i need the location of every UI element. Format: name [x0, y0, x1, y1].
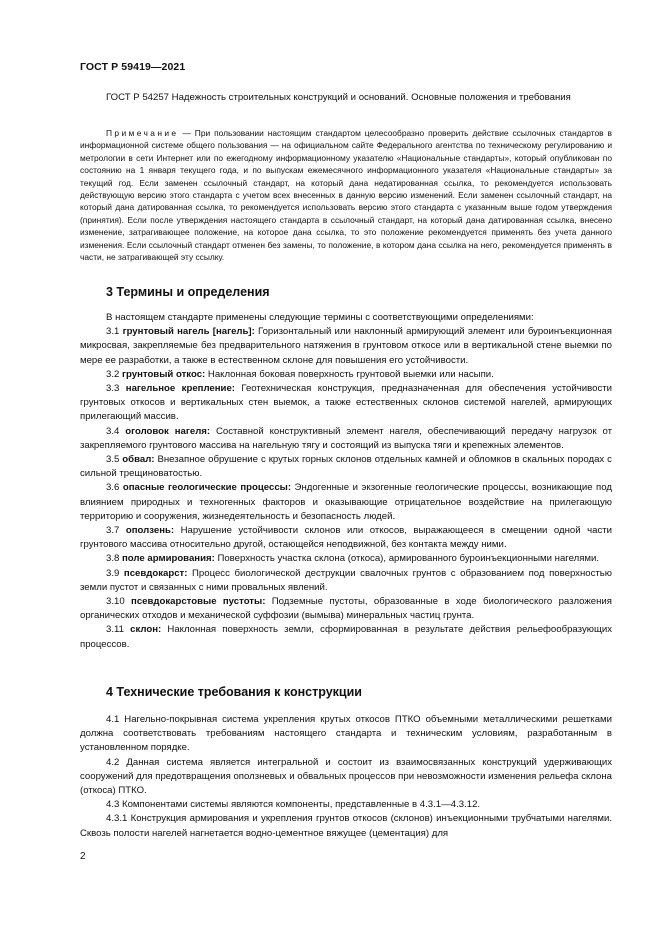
- term-definition: [80, 524, 612, 552]
- term-definition: [80, 382, 612, 425]
- term-name: псевдокарстовые пустоты:: [131, 596, 266, 608]
- term-name: оголовок нагеля:: [125, 425, 211, 437]
- term-text: Горизонтальный или наклонный армирующий элемент или буроинъекционная микросвая, закрепляемые без предварительного натяжения в грунтовом откосе или в вертикальной стене выемки по мере ее разработки, а также в естественном склоне для повышения его устойчивости.: [80, 326, 612, 366]
- section-4-paragraphs: [80, 713, 612, 841]
- term-name: грунтовый откос:: [122, 368, 206, 380]
- term-definition: [80, 325, 612, 368]
- term-text: Процесс биологической деструкции свалочных грунтов с образованием под поверхностью земли пустот и связанных с ними провальных явлений.: [80, 567, 612, 593]
- requirement-paragraph: 4.1 Нагельно-покрывная система укрепления крутых откосов ПТКО объемными металлическими решетками должна соответствовать требованиям настоящего стандарта и техническим условиям, разработанным в установленном порядке.: [80, 714, 612, 754]
- term-text: Подземные пустоты, образованные в ходе биологического разложения органических отходов и механической суффозии (вымыва) минеральных частиц грунта.: [80, 596, 612, 622]
- term-text: Наклонная поверхность земли, сформированная в результате действия рельефообразующих процессов.: [80, 624, 612, 650]
- note-block: [80, 127, 612, 263]
- term-name: склон:: [130, 624, 162, 636]
- term-name: оползень:: [125, 525, 175, 537]
- term-definition: [80, 481, 612, 524]
- section-3-intro: В настоящем стандарте применены следующие термины с соответствующими определениями:: [106, 312, 534, 323]
- term-text: Нарушение устойчивости склонов или откосов, выражающееся в смещении одной части грунтового массива относительно другой, остающейся неподвижной, без контакта между ними.: [80, 525, 613, 551]
- term-number: 3.9: [106, 567, 124, 579]
- term-number: 3.2: [106, 368, 123, 380]
- document-id-header: ГОСТ Р 59419—2021: [80, 61, 186, 73]
- term-number: 3.5: [106, 454, 123, 466]
- term-definition: [80, 368, 612, 382]
- note-text: — При пользовании настоящим стандартом целесообразно проверить действие ссылочных стандартов в информационной системе общего пользования — на официальном сайте Федерального агентства по техническому регулированию и метрологии в сети Интернет или по ежегодному информационному указателю «Национальные стандарты», который опубликован по состоянию на 1 января текущего года, и по выпускам ежемесячного информационного указателя «Национальные стандарты» за текущий год. Если заменен ссылочный стандарт, на который дана недатированная ссылка, то рекомендуется использовать действующую версию этого стандарта с учетом всех внесенных в данную версию изменений. Если заменен ссылочный стандарт, на который дана датированная ссылка, то рекомендуется использовать версию этого стандарта с указанным выше годом утверждения (принятия). Если после утверждения настоящего стандарта в ссылочный стандарт, на который дана датированная ссылка, внесено изменение, затрагивающее положение, на которое дана ссылка, то это положение рекомендуется применять без учета данного изменения. Если ссылочный стандарт отменен без замены, то положение, в котором дана ссылка на него, рекомендуется применять в части, не затрагивающей эту ссылку.: [80, 128, 612, 263]
- term-number: 3.1: [106, 326, 123, 338]
- term-text: Поверхность участка склона (откоса), армированного буроинъекционными нагелями.: [214, 553, 600, 565]
- section-4-body: [80, 713, 612, 841]
- requirement-paragraph: 4.3.1 Конструкция армирования и укрепления грунтов откосов (склонов) инъекционными трубчатыми нагелями. Сквозь полости нагелей нагнетается водно-цементное вяжущее (цементация) для: [80, 813, 612, 839]
- term-number: 3.11: [106, 624, 131, 636]
- term-text: Эндогенные и экзогенные геологические процессы, возникающие под влиянием природных и техногенных факторов и оказывающие отрицательное воздействие на прилегающую территорию и сооружения, жизнедеятельность и безопасность людей.: [80, 482, 612, 522]
- term-number: 3.7: [106, 525, 126, 537]
- term-text: Наклонная боковая поверхность грунтовой выемки или насыпи.: [205, 368, 494, 380]
- section-3-body: [80, 311, 612, 652]
- reference-text: ГОСТ Р 54257 Надежность строительных конструкций и оснований. Основные положения и требования: [106, 92, 571, 103]
- term-definition: [80, 453, 612, 481]
- term-definition: [80, 623, 612, 651]
- term-number: 3.4: [106, 425, 126, 437]
- note-paragraph: [80, 127, 612, 263]
- terms-list: [80, 325, 612, 652]
- term-text: Составной конструктивный элемент нагеля, обеспечивающий передачу нагрузок от закрепляемого грунтового массива на нагельную тягу и состоящий из выпуска тяги и крепежных элементов.: [80, 425, 612, 451]
- term-name: грунтовый нагель [нагель]:: [122, 326, 255, 338]
- term-definition: [80, 595, 612, 623]
- term-text: Внезапное обрушение с крутых горных склонов отдельных камней и обломков в скальных породах с сильной трещиноватостью.: [80, 454, 612, 480]
- requirement-paragraph: 4.2 Данная система является интегральной и состоит из взаимосвязанных конструкций удерживающих сооружений для предотвращения оползневых и обвальных процессов при невозможности изменения рельефа склона (откоса) ПТКО.: [80, 756, 612, 797]
- term-name: нагельное крепление:: [125, 383, 235, 395]
- normative-reference: [80, 91, 612, 105]
- term-name: поле армирования:: [122, 553, 215, 565]
- term-name: обвал:: [122, 454, 155, 466]
- term-number: 3.3: [106, 383, 126, 395]
- note-label: Примечание: [106, 128, 179, 138]
- section-4-title: 4 Технические требования к конструкции: [106, 685, 362, 699]
- page-number: 2: [80, 851, 86, 862]
- term-number: 3.6: [106, 482, 123, 494]
- term-number: 3.8: [106, 553, 123, 565]
- requirement-paragraph: 4.3 Компонентами системы являются компоненты, представленные в 4.3.1—4.3.12.: [106, 799, 481, 811]
- section-3-title: 3 Термины и определения: [106, 285, 270, 299]
- term-name: псевдокарст:: [123, 567, 188, 579]
- term-name: опасные геологические процессы:: [122, 482, 292, 494]
- term-definition: [80, 567, 612, 595]
- term-definition: [80, 425, 612, 453]
- term-text: Геотехническая конструкция, предназначенная для обеспечения устойчивости грунтовых откосов и вертикальных стен выемок, а также естественных склонов системой нагелей, армирующих прилегающий массив.: [80, 383, 612, 423]
- term-number: 3.10: [106, 596, 132, 608]
- term-definition: [80, 552, 612, 566]
